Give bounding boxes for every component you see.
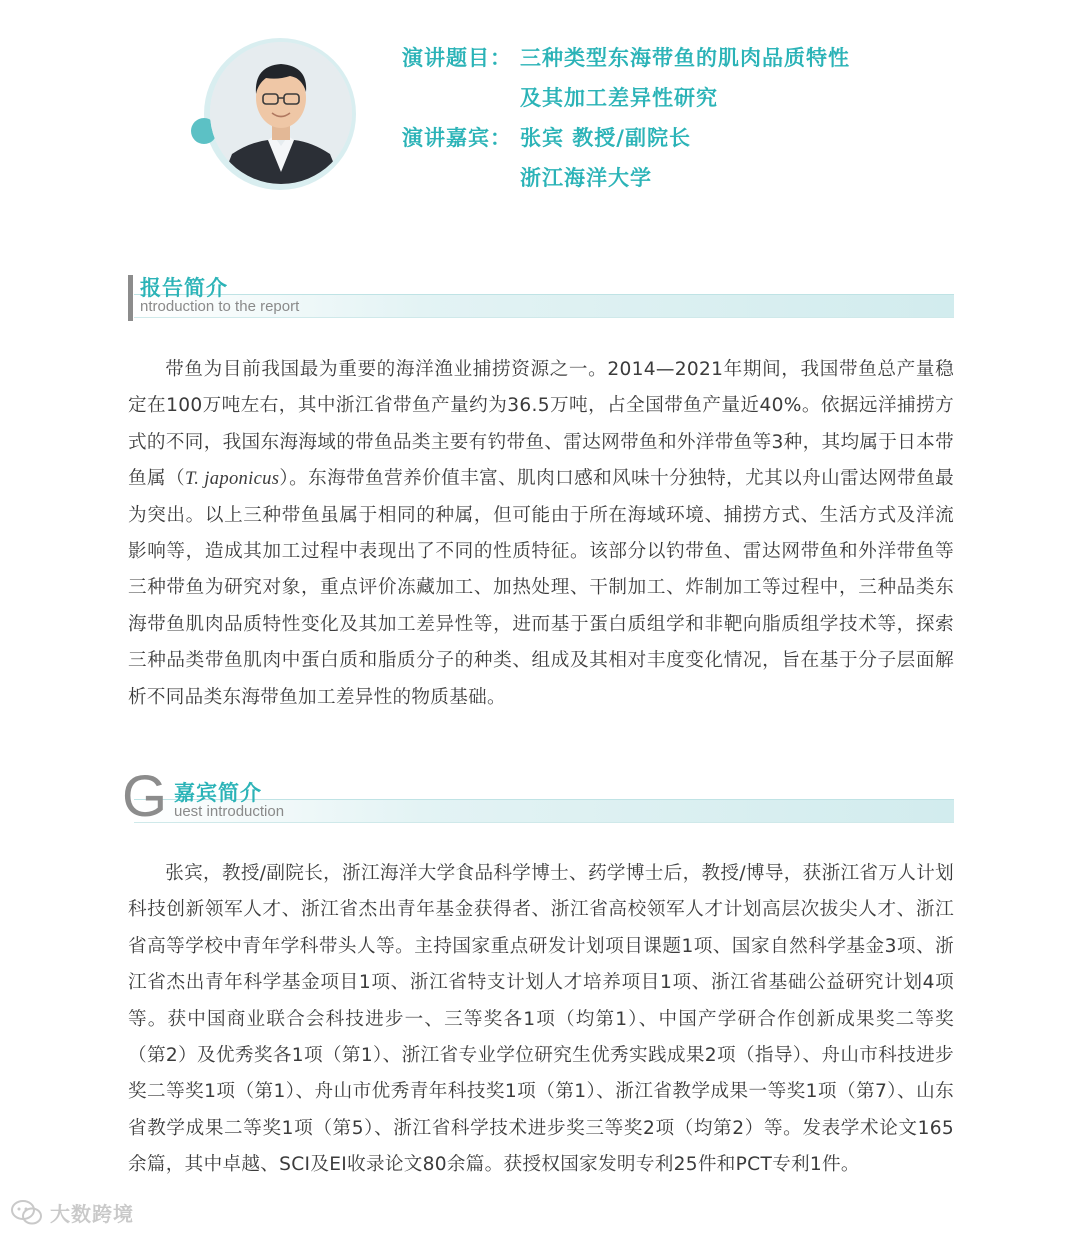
talk-speaker-label: 演讲嘉宾： [402,126,512,150]
guest-section-subtitle: uest introduction [174,803,285,820]
guest-section-title: 嘉宾简介 [174,781,262,805]
report-section-title: 报告简介 [140,276,228,300]
talk-title-row [402,42,850,114]
talk-speaker-row [402,122,850,194]
speaker-photo [210,42,352,184]
talk-title [520,42,850,114]
talk-speaker [520,122,691,194]
talk-title-line2: 及其加工差异性研究 [520,86,718,110]
header-rule-bottom [134,822,954,823]
report-text-part2: ）。东海带鱼营养价值丰富、肌肉口感和风味十分独特，尤其以舟山雷达网带鱼最为突出。以上三种带鱼虽属于相同的种属，但可能由于所在海域环境、捕捞方式、生活方式及洋流影响等，造成其加工过程中表现出了不同的性质特征。该部分以钓带鱼、雷达网带鱼和外洋带鱼等三种带鱼为研究对象，重点评价冻藏加工、加热处理、干制加工、炸制加工等过程中，三种品类东海带鱼肌肉品质特性变化及其加工差异性等，进而基于蛋白质组学和非靶向脂质组学技术等，探索三种品类带鱼肌肉中蛋白质和脂质分子的种类、组成及其相对丰度变化情况，旨在基于分子层面解析不同品类东海带鱼加工差异性的物质基础。 [128,468,954,708]
talk-info [402,42,850,202]
guest-section-initial: G [122,764,168,829]
header-rule-bottom [134,317,954,318]
species-name: T. japonicus [185,468,280,490]
header-vertical-bar [128,275,133,321]
report-text-part1: 带鱼为目前我国最为重要的海洋渔业捕捞资源之一。2014—2021年期间，我国带鱼总产量稳定在100万吨左右，其中浙江省带鱼产量约为36.5万吨，占全国带鱼产量近40%。依据远洋捕捞方式的不同，我国东海海域的带鱼品类主要有钓带鱼、雷达网带鱼和外洋带鱼等3种，其均属于日本带鱼属（ [128,359,954,490]
watermark-text: 大数跨境 [50,1202,134,1226]
header-rule-top [134,294,954,295]
talk-title-line1: 三种类型东海带鱼的肌肉品质特性 [520,46,850,70]
talk-speaker-name: 张宾 教授/副院长 [520,126,691,150]
weixin-icon [10,1199,44,1227]
guest-intro-paragraph: 张宾，教授/副院长，浙江海洋大学食品科学博士、药学博士后，教授/博导，获浙江省万人计划科技创新领军人才、浙江省杰出青年基金获得者、浙江省高校领军人才计划高层次拔尖人才、浙江省高等学校中青年学科带头人等。主持国家重点研发计划项目课题1项、国家自然科学基金3项、浙江省杰出青年科学基金项目1项、浙江省特支计划人才培养项目1项、浙江省基础公益研究计划4项等。获中国商业联合会科技进步一、三等奖各1项（均第1）、中国产学研合作创新成果奖二等奖（第2）及优秀奖各1项（第1）、浙江省专业学位研究生优秀实践成果2项（指导）、舟山市科技进步奖二等奖1项（第1）、舟山市优秀青年科技奖1项（第1）、浙江省教学成果一等奖1项（第7）、山东省教学成果二等奖1项（第5）、浙江省科学技术进步奖三等奖2项（均第2）等。发表学术论文165余篇，其中卓越、SCI及EI收录论文80余篇。获授权国家发明专利25件和PCT专利1件。 [128,863,954,1176]
talk-speaker-affiliation: 浙江海洋大学 [520,166,652,190]
speaker-photo-illustration [210,42,352,184]
guest-section-header [122,764,954,832]
watermark [10,1198,134,1227]
report-section-subtitle: ntroduction to the report [140,298,300,315]
speaker-portrait [188,36,363,211]
report-section-header [128,275,954,327]
report-intro-paragraph [128,352,954,716]
talk-title-label: 演讲题目： [402,46,512,70]
